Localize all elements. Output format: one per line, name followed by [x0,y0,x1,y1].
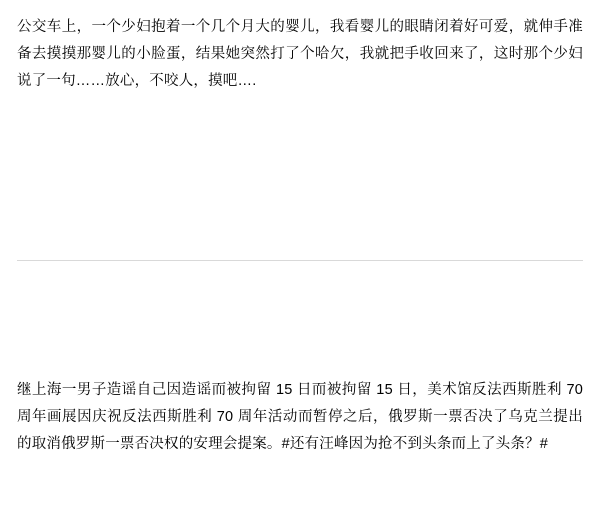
news-text-block [17,377,583,458]
story-paragraph: 公交车上，一个少妇抱着一个几个月大的婴儿，我看婴儿的眼睛闭着好可爱，就伸手准备去摸摸那婴儿的小脸蛋，结果她突然打了个哈欠，我就把手收回来了，这时那个少妇说了一句……放心，不咬人，摸吧…. [17,19,583,89]
news-paragraph: 继上海一男子造谣自己因造谣而被拘留 15 日而被拘留 15 日，美术馆反法西斯胜利 70 周年画展因庆祝反法西斯胜利 70 周年活动而暂停之后，俄罗斯一票否决了乌克兰提出的取消俄罗斯一票否决权的安理会提案。#还有汪峰因为抢不到头条而上了头条？# [17,382,583,452]
section-divider [17,260,583,261]
story-text-block [17,14,583,95]
